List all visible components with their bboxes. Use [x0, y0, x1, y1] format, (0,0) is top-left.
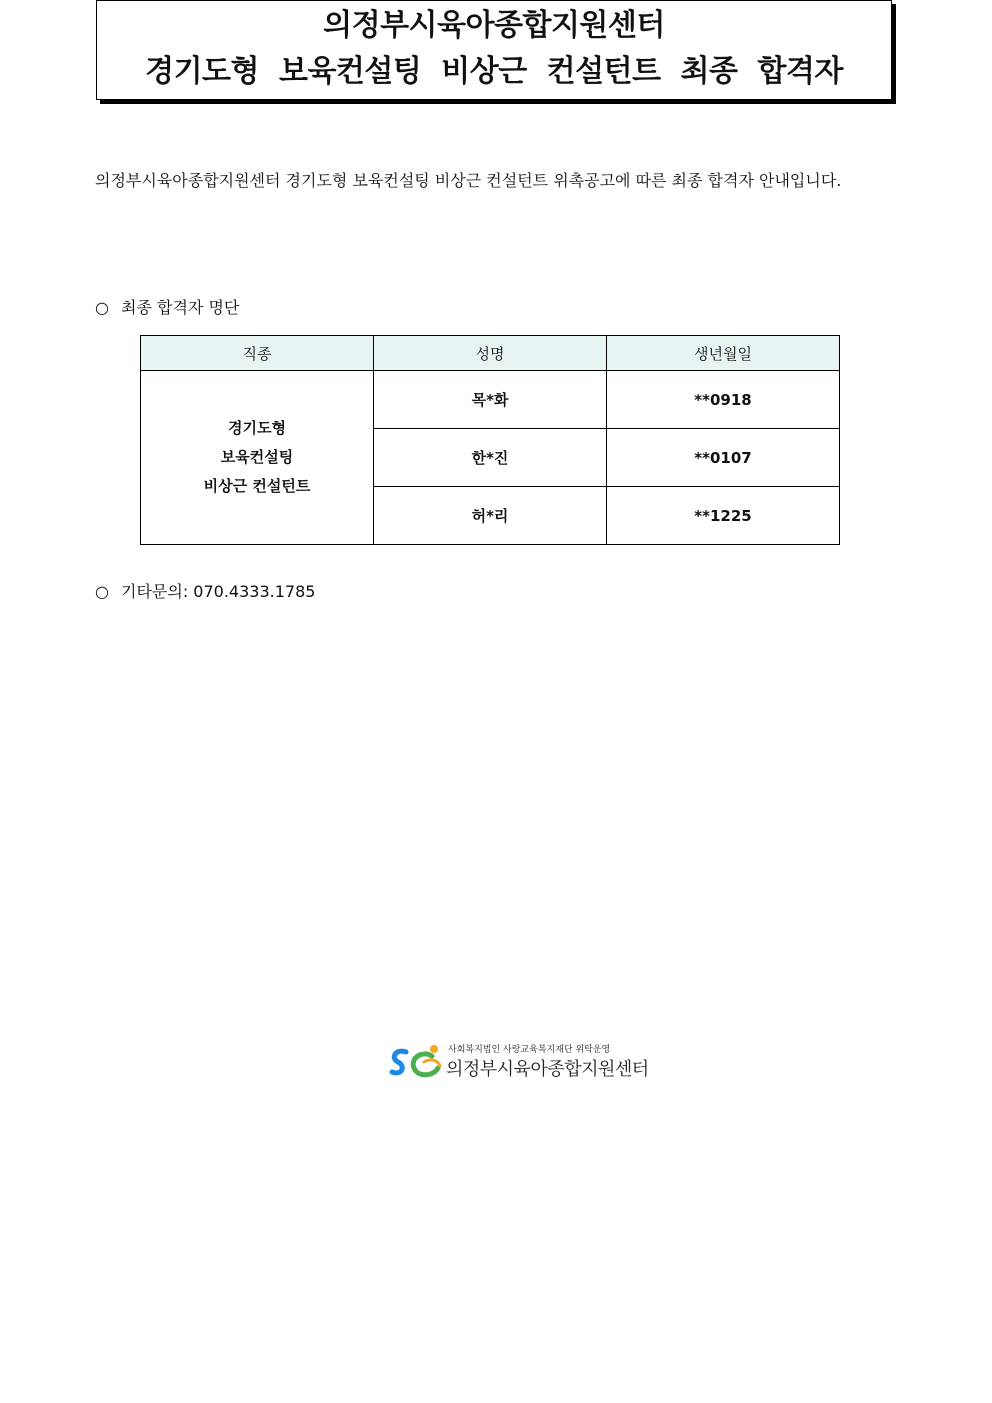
birth-cell: **0107: [607, 429, 840, 487]
job-cell: [141, 371, 374, 545]
column-header-job: 직종: [141, 336, 374, 371]
organization-logo: [388, 1040, 658, 1082]
page-subtitle: 경기도형 보육컨설팅 비상근 컨설턴트 최종 합격자: [145, 54, 843, 89]
name-cell: 허*리: [374, 487, 607, 545]
birth-cell: **0918: [607, 371, 840, 429]
column-header-name: 성명: [374, 336, 607, 371]
title-box: [96, 0, 892, 100]
name-cell: 목*화: [374, 371, 607, 429]
birth-cell: **1225: [607, 487, 840, 545]
logo-subtitle: 사회복지법인 사랑교육복지재단 위탁운영: [448, 1045, 611, 1055]
list-title: [95, 296, 239, 320]
circle-bullet-icon: ○: [95, 582, 109, 601]
job-line: 보육컨설팅: [220, 448, 294, 466]
job-line: 경기도형: [228, 419, 286, 437]
logo-name: 의정부시육아종합지원센터: [446, 1059, 649, 1080]
table-row: [141, 371, 840, 429]
sc-logo-mark-icon: [388, 1040, 446, 1082]
page-title: 의정부시육아종합지원센터: [323, 8, 665, 43]
contact-text: 기타문의: 070.4333.1785: [121, 582, 316, 601]
table-header-row: [141, 336, 840, 371]
circle-bullet-icon: ○: [95, 298, 109, 317]
column-header-birth: 생년월일: [607, 336, 840, 371]
final-roster-table: [140, 335, 840, 545]
intro-paragraph: 의정부시육아종합지원센터 경기도형 보육컨설팅 비상근 컨설턴트 위촉공고에 따른 최종 합격자 안내입니다.: [95, 171, 842, 190]
list-title-text: 최종 합격자 명단: [121, 298, 240, 317]
name-cell: 한*진: [374, 429, 607, 487]
job-line: 비상근 컨설턴트: [203, 477, 311, 495]
contact-line: [95, 580, 315, 604]
